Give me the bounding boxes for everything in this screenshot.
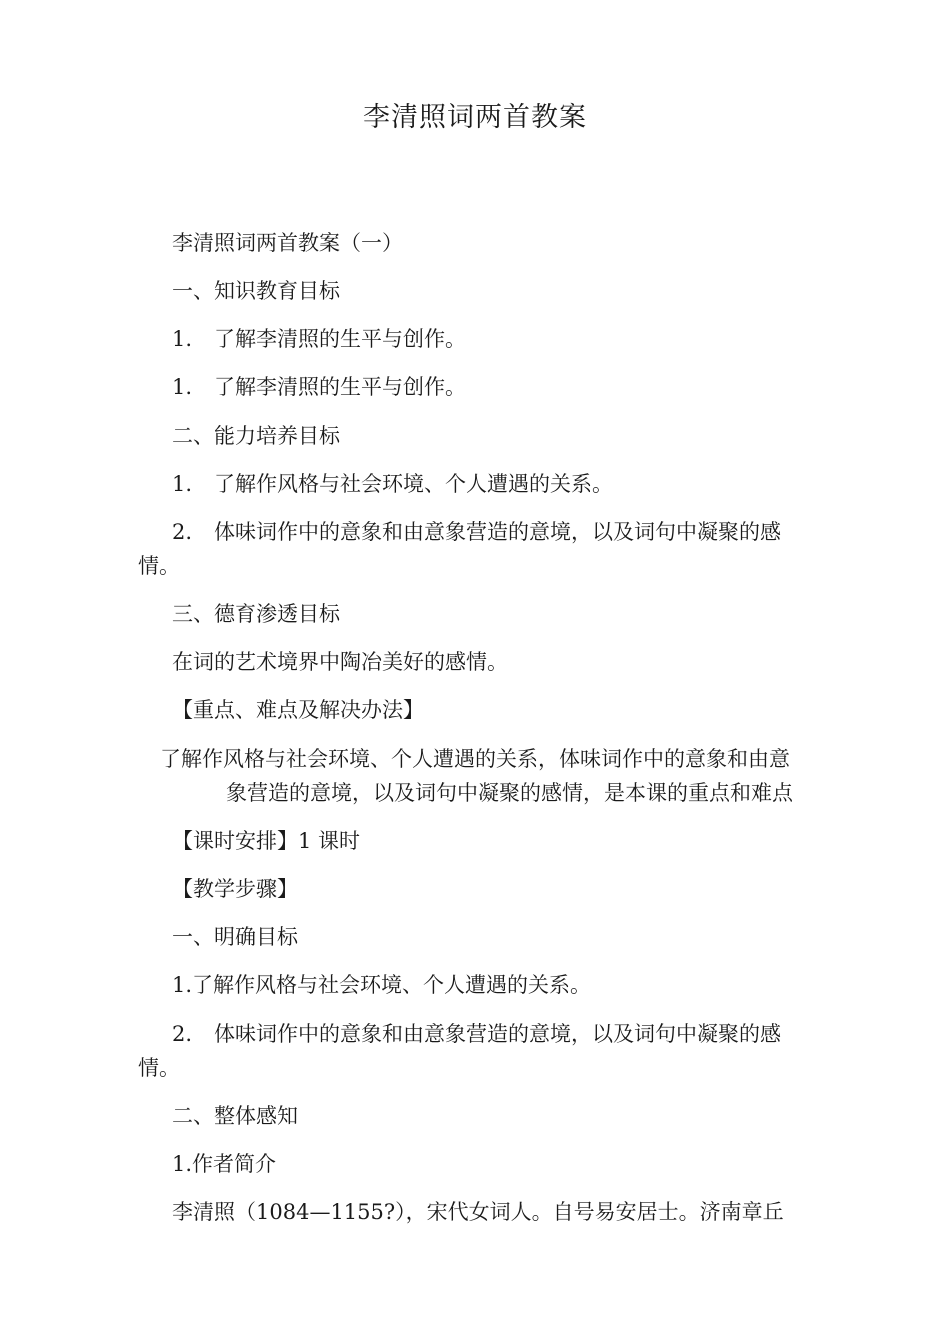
paragraph: 在词的艺术境界中陶冶美好的感情。 (172, 650, 508, 674)
list-item (172, 322, 466, 356)
section-heading: 一、知识教育目标 (172, 279, 340, 303)
list-number: 2. (172, 1022, 193, 1046)
paragraph: 1.了解作风格与社会环境、个人遭遇的关系。 (172, 973, 592, 997)
section-heading: 三、德育渗透目标 (172, 602, 340, 626)
paragraph-continuation: 情。 (138, 554, 180, 578)
section-heading: 二、能力培养目标 (172, 424, 340, 448)
paragraph-continuation: 情。 (138, 1056, 180, 1080)
section-heading: 二、整体感知 (172, 1104, 298, 1128)
list-text: 体味词作中的意象和由意象营造的意境，以及词句中凝聚的感 (214, 520, 781, 544)
list-text: 体味词作中的意象和由意象营造的意境，以及词句中凝聚的感 (214, 1022, 781, 1046)
list-item (172, 370, 466, 404)
list-item (172, 467, 613, 501)
paragraph: 李清照（1084—1155?），宋代女词人。自号易安居士。济南章丘 (172, 1200, 784, 1224)
document-title: 李清照词两首教案 (363, 102, 587, 133)
section-heading: 【重点、难点及解决办法】 (172, 698, 424, 722)
paragraph-continuation: 象营造的意境，以及词句中凝聚的感情，是本课的重点和难点 (226, 781, 793, 805)
section-heading: 【课时安排】1 课时 (172, 829, 361, 853)
list-item (172, 515, 781, 549)
list-text: 了解作风格与社会环境、个人遭遇的关系。 (214, 472, 613, 496)
section-heading: 1.作者简介 (172, 1152, 277, 1176)
list-text: 了解李清照的生平与创作。 (214, 327, 466, 351)
section-heading: 一、明确目标 (172, 925, 298, 949)
paragraph: 了解作风格与社会环境、个人遭遇的关系，体味词作中的意象和由意 (160, 747, 790, 771)
list-number: 2. (172, 520, 193, 544)
list-number: 1. (172, 375, 193, 399)
list-number: 1. (172, 327, 193, 351)
section-heading: 【教学步骤】 (172, 877, 298, 901)
section-heading: 李清照词两首教案（一） (172, 231, 403, 255)
list-text: 了解李清照的生平与创作。 (214, 375, 466, 399)
list-item (172, 1017, 781, 1051)
list-number: 1. (172, 472, 193, 496)
